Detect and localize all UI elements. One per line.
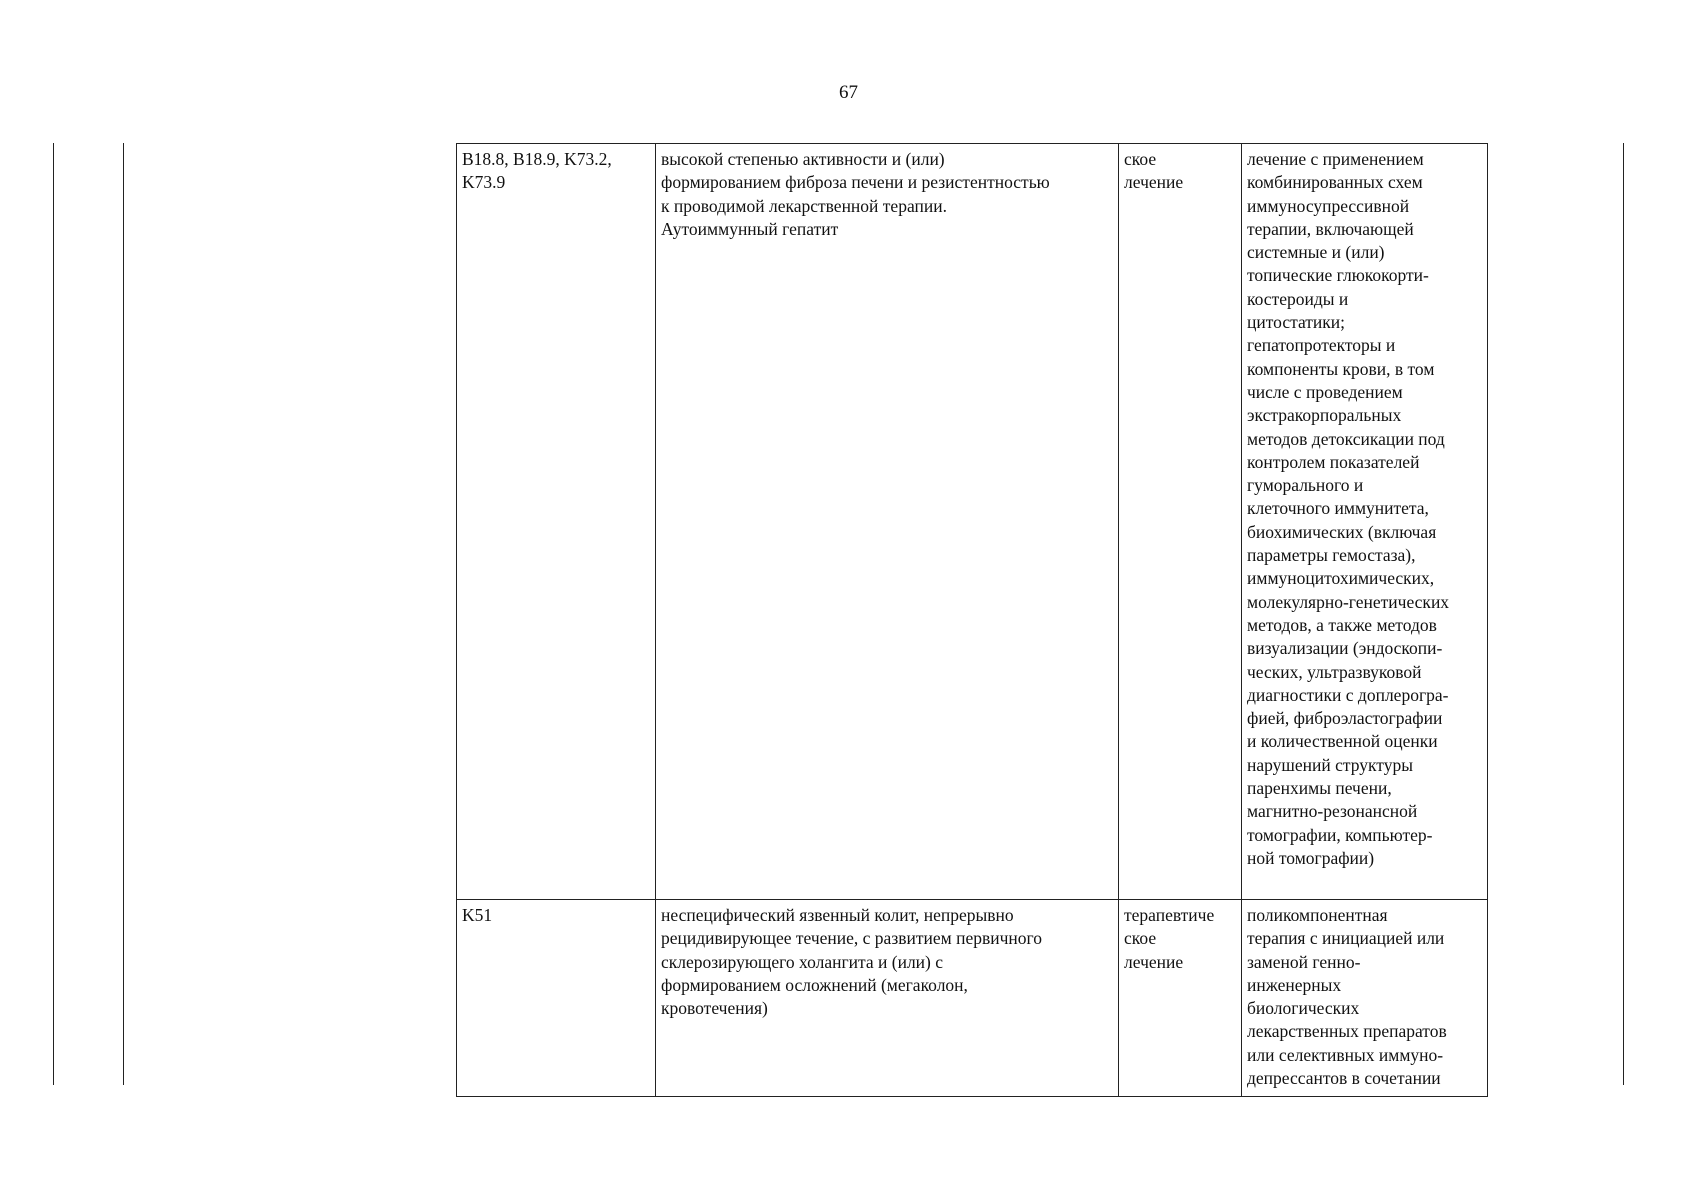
right-table-border-line: [1623, 143, 1624, 1085]
page-number: 67: [839, 82, 858, 103]
treatment-method-cell: поликомпонентная терапия с инициацией или заменой генно- инженерных биологических лекарственных препаратов или селективных иммуно- депрессантов в сочетании: [1242, 900, 1488, 1097]
treatment-method-cell: лечение с применением комбинированных схем иммуносупрессивной терапии, включающей системные и (или) топические глюкокорти- костероиды и цитостатики; гепатопротекторы и компоненты крови, в том числе с проведением экстракорпоральных методов детоксикации под контролем показателей гуморального и клеточного иммунитета, биохимических (включая параметры гемостаза), иммуноцитохимических, молекулярно-генетических методов, а также методов визуализации (эндоскопи- ческих, ультразвуковой диагностики с доплерогра- фией, фиброэластографии и количественной оценки нарушений структуры паренхимы печени, магнитно-резонансной томографии, компьютер- ной томографии): [1242, 144, 1488, 900]
condition-cell: высокой степенью активности и (или) формированием фиброза печени и резистентностью к проводимой лекарственной терапии. Аутоиммунный гепатит: [656, 144, 1119, 900]
icd-code-cell: K51: [457, 900, 656, 1097]
condition-cell: неспецифический язвенный колит, непрерывно рецидивирующее течение, с развитием первичного склерозирующего холангита и (или) с формированием осложнений (мегаколон, кровотечения): [656, 900, 1119, 1097]
left-column-border-line: [123, 143, 124, 1085]
medical-care-table: [456, 143, 1488, 1097]
table-row: [457, 900, 1488, 1097]
icd-code-cell: B18.8, B18.9, K73.2, K73.9: [457, 144, 656, 900]
left-table-border-line: [53, 143, 54, 1085]
treatment-type-cell: ское лечение: [1119, 144, 1242, 900]
table-row: [457, 144, 1488, 900]
treatment-type-cell: терапевтиче ское лечение: [1119, 900, 1242, 1097]
